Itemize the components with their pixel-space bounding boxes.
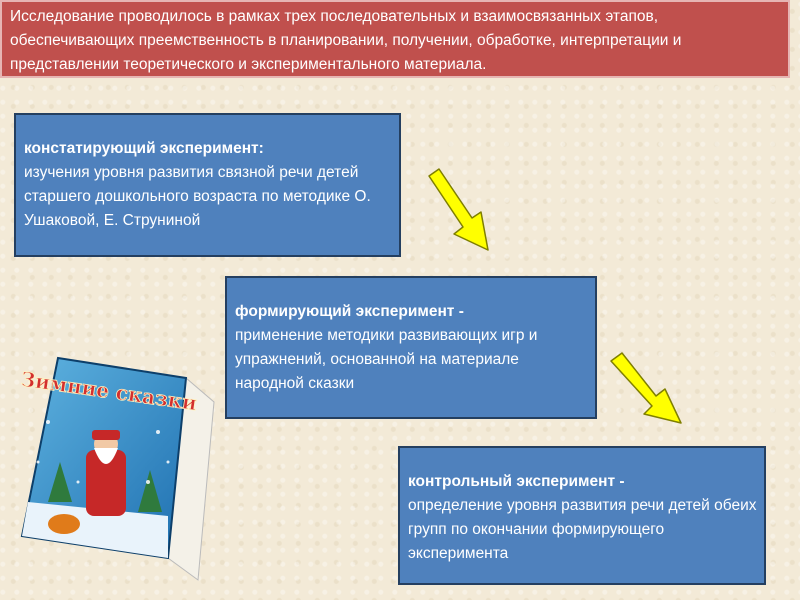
intro-text: Исследование проводилось в рамках трех последовательных и взаимосвязанных этапов, обеспечивающих преемственность в планировании, получении, обработке, интерпретации и представлении теоретического и экспериментального материала. [10, 8, 682, 73]
stage-control-experiment [398, 446, 766, 585]
stage-description: определение уровня развития речи детей обеих групп по окончании формирующего эксперимента [408, 497, 757, 562]
book-cover-title: Зимние сказки [19, 366, 199, 416]
arrow-down-right-icon [426, 166, 496, 256]
stage-title: контрольный эксперимент - [408, 473, 625, 490]
stage-ascertaining-experiment [14, 113, 401, 257]
stage-description: применение методики развивающих игр и упражнений, основанной на материале народной сказки [235, 327, 538, 392]
stage-title: формирующий эксперимент - [235, 303, 464, 320]
stage-formative-experiment [225, 276, 597, 419]
stage-description: изучения уровня развития связной речи детей старшего дошкольного возраста по методике О. Ушаковой, Е. Струниной [24, 164, 371, 229]
stage-title: констатирующий эксперимент: [24, 140, 264, 157]
book-cover-image [18, 352, 218, 584]
intro-text-box [0, 0, 790, 78]
arrow-down-right-icon [608, 350, 690, 430]
